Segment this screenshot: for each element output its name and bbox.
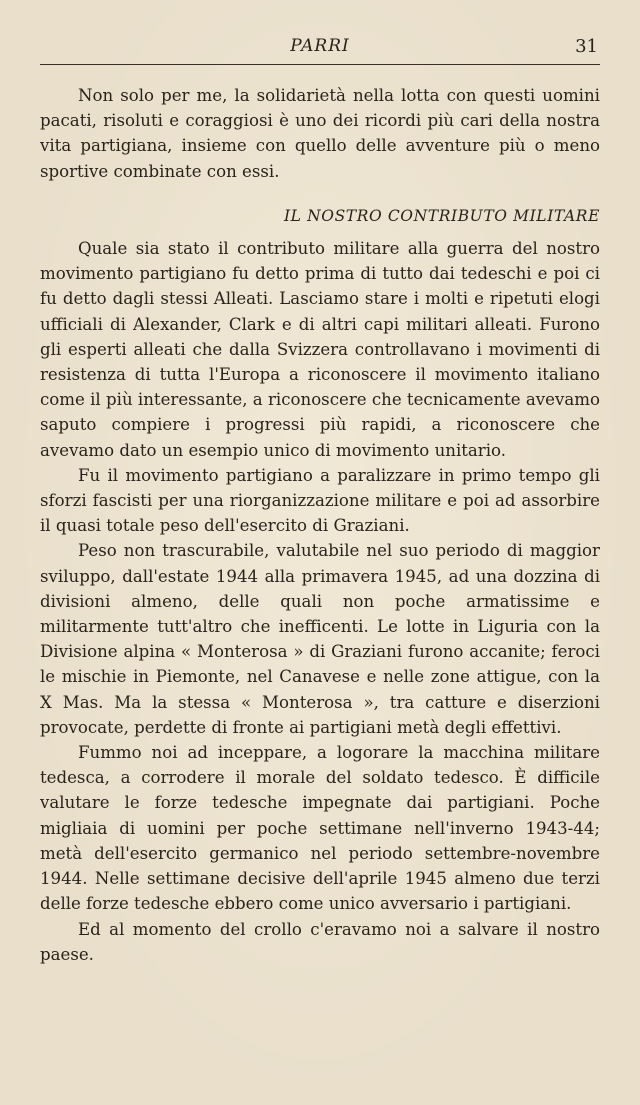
body-text (40, 83, 600, 967)
header-rule (40, 64, 600, 65)
paragraph-6: Ed al momento del crollo c'eravamo noi a salvare il nostro paese. (40, 919, 600, 964)
paragraph-1: Non solo per me, la solidarietà nella lotta con questi uomini pacati, risoluti e coraggiosi è uno dei ricordi più cari della nostra vita partigiana, insieme con quello delle avventure più o meno sportive combinate con essi. (40, 86, 600, 181)
page-header (40, 36, 600, 64)
paragraph-5: Fummo noi ad inceppare, a logorare la macchina militare tedesca, a corrodere il morale del soldato tedesco. È difficile valutare le forze tedesche impegnate dai partigiani. Poche migliaia di uomini per poche settimane nell'inverno 1943-44; metà dell'esercito germanico nel periodo settembre-novembre 1944. Nelle settimane decisive dell'aprile 1945 almeno due terzi delle forze tedesche ebbero come unico avversario i partigiani. (40, 743, 600, 914)
section-title: IL NOSTRO CONTRIBUTO MILITARE (283, 206, 600, 225)
paragraph-3: Fu il movimento partigiano a paralizzare in primo tempo gli sforzi fascisti per una riorganizzazione militare e poi ad assorbire il quasi totale peso dell'esercito di Graziani. (40, 465, 600, 536)
running-head: PARRI (290, 36, 350, 56)
paragraph-4: Peso non trascurabile, valutabile nel suo periodo di maggior sviluppo, dall'estate 1944 alla primavera 1945, ad una dozzina di divisioni almeno, delle quali non poche armatissime e militarmente tutt'altro che inefficenti. Le lotte in Liguria con la Divisione alpina « Monterosa » di Graziani furono accanite; feroci le mischie in Piemonte, nel Canavese e nelle zone attigue, con la X Mas. Ma la stessa « Monterosa », tra catture e diserzioni provocate, perdette di fronte ai partigiani metà degli effettivi. (40, 541, 600, 737)
page-number: 31 (575, 36, 598, 57)
paragraph-2: Quale sia stato il contributo militare alla guerra del nostro movimento partigiano fu detto prima di tutto dai tedeschi e poi ci fu detto dagli stessi Alleati. Lasciamo stare i molti e ripetuti elogi ufficiali di Alexander, Clark e di altri capi militari alleati. Furono gli esperti alleati che dalla Svizzera controllavano i movimenti di resistenza di tutta l'Europa a riconoscere il movimento italiano come il più interessante, a riconoscere che tecnicamente avevamo saputo compiere i progressi più rapidi, a riconoscere che avevamo dato un esempio unico di movimento unitario. (40, 239, 600, 460)
